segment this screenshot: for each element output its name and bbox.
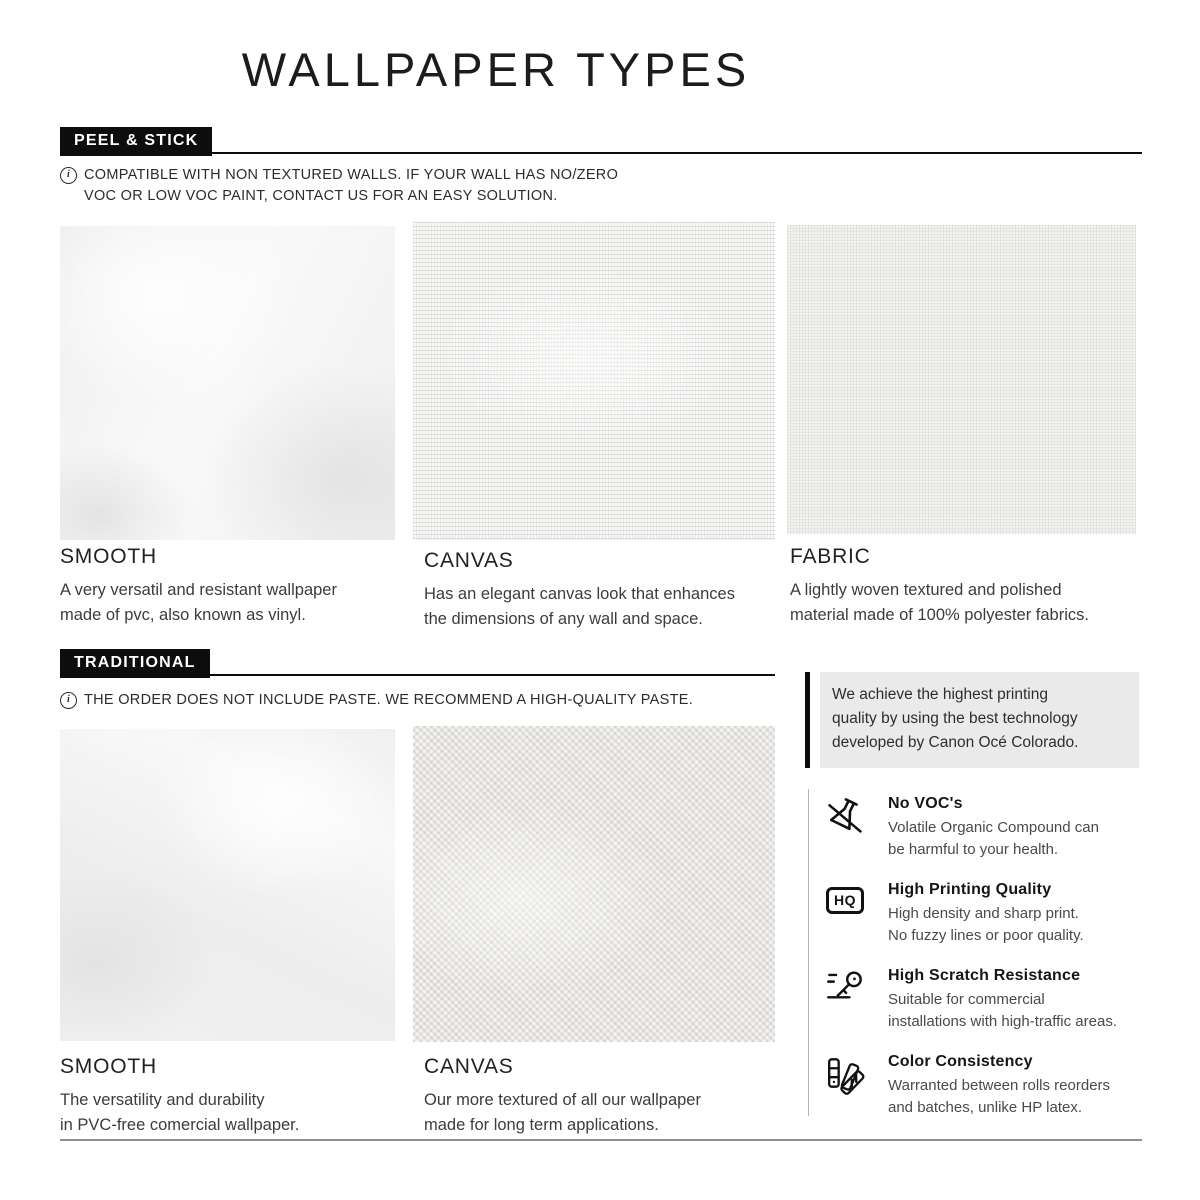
feature-color-consistency xyxy=(826,1053,1162,1118)
note-line: VOC OR LOW VOC PAINT, CONTACT US FOR AN EASY SOLUTION. xyxy=(84,188,558,204)
feature-no-voc xyxy=(826,795,1162,860)
section-badge-traditional: TRADITIONAL xyxy=(60,649,210,678)
swatch-label: CANVAS xyxy=(424,1055,514,1078)
swatch-description: A lightly woven textured and polished material made of 100% polyester fabrics. xyxy=(790,581,1089,624)
swatch-description: Has an elegant canvas look that enhances the dimensions of any wall and space. xyxy=(424,585,735,628)
feature-high-printing-quality xyxy=(826,881,1162,946)
swatch-peel-canvas-texture xyxy=(413,222,775,540)
feature-description: Suitable for commercial installations with high-traffic areas. xyxy=(888,991,1117,1030)
quote-line: We achieve the highest printing xyxy=(832,686,1048,703)
caption-peel-canvas xyxy=(424,549,735,632)
swatch-description: Our more textured of all our wallpaper made for long term applications. xyxy=(424,1091,701,1134)
note-line: THE ORDER DOES NOT INCLUDE PASTE. WE RECOMMEND A HIGH-QUALITY PASTE. xyxy=(84,692,694,708)
quote-line: developed by Canon Océ Colorado. xyxy=(832,734,1079,751)
peel-stick-rule xyxy=(60,152,1142,154)
caption-peel-smooth xyxy=(60,545,337,628)
feature-description: High density and sharp print. No fuzzy lines or poor quality. xyxy=(888,905,1084,944)
swatch-label: CANVAS xyxy=(424,549,514,572)
swatch-label: SMOOTH xyxy=(60,545,157,568)
swatch-label: SMOOTH xyxy=(60,1055,157,1078)
caption-traditional-canvas xyxy=(424,1055,701,1138)
swatch-peel-fabric-texture xyxy=(787,225,1136,534)
note-line: COMPATIBLE WITH NON TEXTURED WALLS. IF YOUR WALL HAS NO/ZERO xyxy=(84,167,619,183)
printing-quality-quote xyxy=(820,672,1139,768)
feature-title: Color Consistency xyxy=(888,1053,1033,1070)
swatch-traditional-canvas-texture xyxy=(413,726,775,1042)
bottom-divider-rule xyxy=(60,1139,1142,1141)
info-icon: i xyxy=(60,167,77,184)
feature-title: High Printing Quality xyxy=(888,881,1052,898)
features-divider-line xyxy=(808,789,809,1116)
feature-scratch-resistance xyxy=(826,967,1162,1032)
hq-badge-icon: HQ xyxy=(826,881,872,946)
feature-description: Warranted between rolls reorders and batches, unlike HP latex. xyxy=(888,1077,1111,1116)
feature-description: Volatile Organic Compound can be harmful to your health. xyxy=(888,819,1099,858)
key-scratch-icon xyxy=(826,967,872,1032)
color-swatches-icon xyxy=(826,1053,872,1118)
note-text xyxy=(84,165,618,207)
quote-accent-bar xyxy=(805,672,810,768)
peel-stick-note xyxy=(60,165,618,207)
info-icon: i xyxy=(60,692,77,709)
note-text xyxy=(84,690,693,711)
swatch-peel-smooth-texture xyxy=(60,226,395,540)
caption-traditional-smooth xyxy=(60,1055,299,1138)
swatch-description: A very versatil and resistant wallpaper made of pvc, also known as vinyl. xyxy=(60,581,337,624)
no-voc-flask-icon xyxy=(826,795,872,860)
caption-peel-fabric xyxy=(790,545,1089,628)
swatch-label: FABRIC xyxy=(790,545,871,568)
swatch-description: The versatility and durability in PVC-free comercial wallpaper. xyxy=(60,1091,300,1134)
traditional-note xyxy=(60,690,693,711)
swatch-traditional-smooth-texture xyxy=(60,729,395,1041)
section-badge-peel-stick: PEEL & STICK xyxy=(60,127,212,156)
feature-title: No VOC's xyxy=(888,795,963,812)
quote-line: quality by using the best technology xyxy=(832,710,1078,727)
feature-title: High Scratch Resistance xyxy=(888,967,1081,984)
page-title: WALLPAPER TYPES xyxy=(241,43,751,96)
